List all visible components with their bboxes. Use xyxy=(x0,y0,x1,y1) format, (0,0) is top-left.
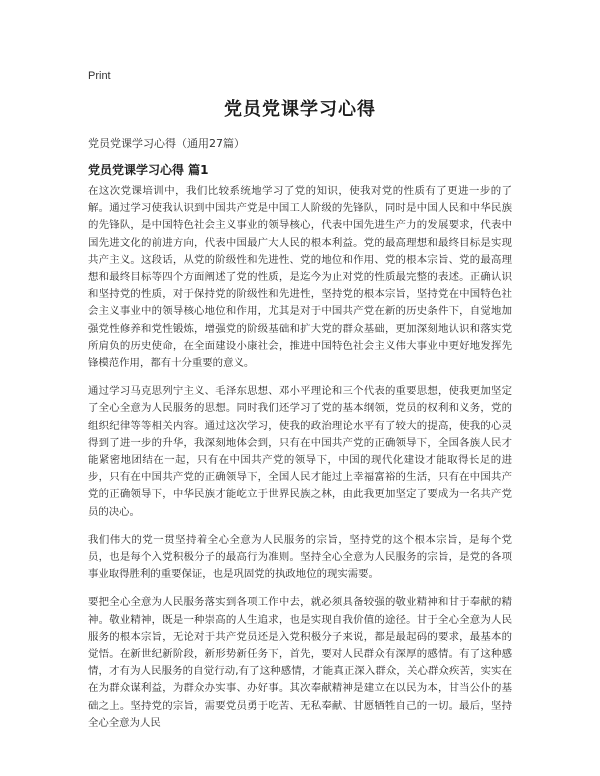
document-subtitle: 党员党课学习心得（通用27篇） xyxy=(88,137,245,150)
paragraph: 通过学习马克思列宁主义、毛泽东思想、邓小平理论和三个代表的重要思想，使我更加坚定了全心全意为人民服务的思想。同时我们还学习了党的基本纲领，党员的权利和义务，党的组织纪律等等相关内容。通过这次学习，使我的政治理论水平有了较大的提高，使我的心灵得到了进一步的升华，我深刻地体会到，只有在中国共产党的正确领导下，全国各族人民才能紧密地团结在一起，只有在中国共产党的领导下，中国的现代化建设才能取得长足的进步，只有在中国共产党的正确领导下，全国人民才能过上幸福富裕的生活，只有在中国共产党的正确领导下，中华民族才能屹立于世界民族之林，由此我更加坚定了要成为一名共产党员的决心。 xyxy=(88,385,512,518)
print-link[interactable]: Print xyxy=(88,70,111,82)
paragraph: 要把全心全意为人民服务落实到各项工作中去，就必须具备较强的敬业精神和甘于奉献的精神。敬业精神，既是一种崇高的人生追求，也是实现自我价值的途径。甘于全心全意为人民服务的根本宗旨，无论对于共产党员还是入党积极分子来说，都是最起码的要求，最基本的觉悟。在新世纪新阶段，新形势新任务下，首先，要对人民群众有深厚的感情。有了这种感情，才有为人民服务的自觉行动,有了这种感情，才能真正深入群众，关心群众疾苦，实实在在为群众谋利益，为群众办实事、办好事。其次奉献精神是建立在以民为本，甘当公仆的基础之上。坚持党的宗旨，需要党员勇于吃苦、无私奉献、甘愿牺牲自己的一切。最后，坚持全心全意为人民 xyxy=(88,596,512,729)
page-title: 党员党课学习心得 xyxy=(224,99,376,120)
article-body xyxy=(88,183,512,743)
paragraph: 在这次党课培训中，我们比较系统地学习了党的知识，使我对党的性质有了更进一步的了解。通过学习使我认识到中国共产党是中国工人阶级的先锋队，同时是中国人民和中华民族的先锋队，是中国特色社会主义事业的领导核心，代表中国先进生产力的发展要求，代表中国先进文化的前进方向，代表中国最广大人民的根本利益。党的最高理想和最终目标是实现共产主义。这段话，从党的阶级性和先进性、党的地位和作用、党的根本宗旨、党的最高理想和最终目标等四个方面阐述了党的性质，是迄今为止对党的性质最完整的表述。正确认识和坚持党的性质，对于保持党的阶级性和先进性，坚持党的根本宗旨，坚持党在中国特色社会主义事业中的领导核心地位和作用，尤其是对于中国共产党在新的历史条件下，自觉地加强党性修养和党性锻炼，增强党的阶级基础和扩大党的群众基础，更加深刻地认识和落实党所肩负的历史使命，在全面建设小康社会，推进中国特色社会主义伟大事业中更好地发挥先锋模范作用，都有十分重要的意义。 xyxy=(88,185,512,370)
paragraph: 我们伟大的党一贯坚持着全心全意为人民服务的宗旨，坚持党的这个根本宗旨，是每个党员，也是每个入党积极分子的最高行为准则。坚持全心全意为人民服务的宗旨，是党的各项事业取得胜利的重要保证，也是巩固党的执政地位的现实需要。 xyxy=(88,533,512,581)
section-heading: 党员党课学习心得 篇1 xyxy=(88,163,209,177)
